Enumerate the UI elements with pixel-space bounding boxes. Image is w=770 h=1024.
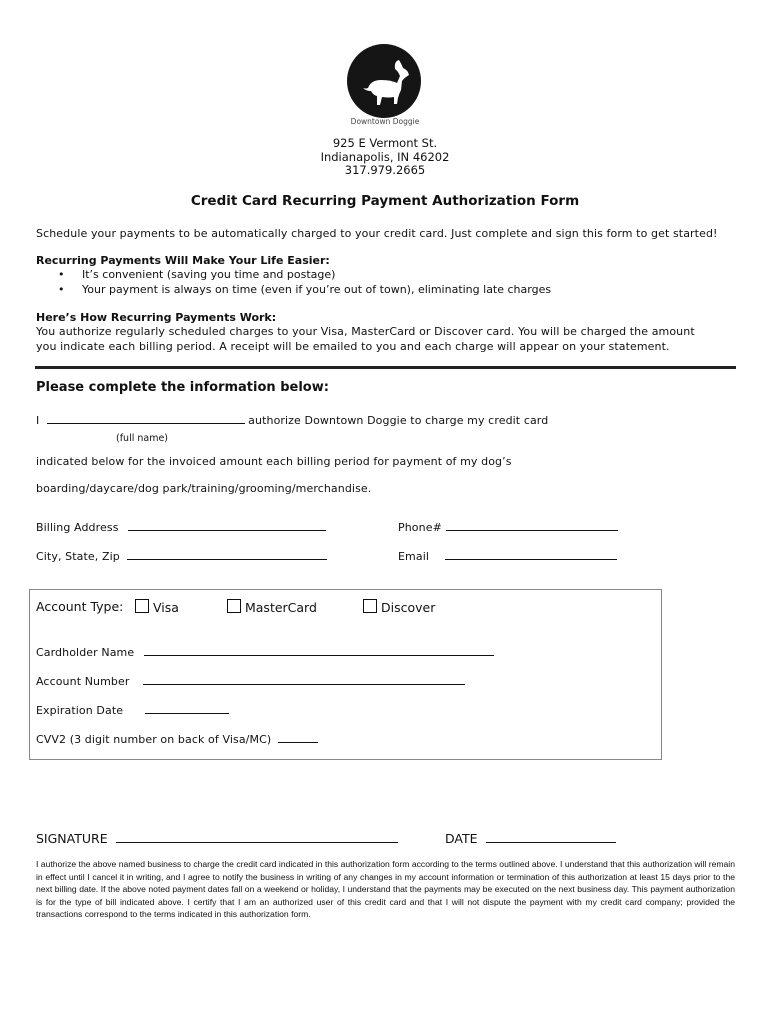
cardholder-row: Cardholder Name xyxy=(36,644,494,659)
cvv-field[interactable] xyxy=(278,731,318,743)
account-number-field[interactable] xyxy=(143,673,465,685)
mastercard-option[interactable]: MasterCard xyxy=(227,599,317,615)
date-row: DATE xyxy=(445,831,616,846)
visa-option[interactable]: Visa xyxy=(135,599,179,615)
mastercard-checkbox[interactable] xyxy=(227,599,241,613)
form-section-heading: Please complete the information below: xyxy=(36,380,329,395)
address-street: 925 E Vermont St. xyxy=(332,136,438,150)
form-title: Credit Card Recurring Payment Authorization Form xyxy=(190,193,580,209)
authorization-terms: I authorize the above named business to charge the credit card indicated in this authorization form according to the terms outlined above. I understand that this authorization will remain in effect until I cancel it in writing, and I agree to notify the business in writing of any changes in my account information or termination of this authorization at least 15 days prior to the next billing date. If the above noted payment dates fall on a weekend or holiday, I understand that the payments may be executed on the next business day. This payment authorization is for the type of bill indicated above. I certify that I am an authorized user of this credit card and that I will not dispute the payment with my credit card company; provided the transactions correspond to the terms indicated in this authorization form. xyxy=(36,859,735,920)
discover-option[interactable]: Discover xyxy=(363,599,435,615)
cardholder-name-field[interactable] xyxy=(144,644,494,656)
list-item: • Your payment is always on time (even if you’re out of town), eliminating late charges xyxy=(58,283,552,296)
date-field[interactable] xyxy=(486,831,616,843)
expiration-date-field[interactable] xyxy=(145,702,229,714)
full-name-field[interactable] xyxy=(47,412,245,424)
city-state-zip-field[interactable] xyxy=(127,548,327,560)
list-item: • It’s convenient (saving you time and postage) xyxy=(58,268,336,281)
phone-field[interactable] xyxy=(446,519,618,531)
signature-field[interactable] xyxy=(116,831,398,843)
intro-text: Schedule your payments to be automatically charged to your credit card. Just complete and sign this form to get started! xyxy=(36,227,718,240)
signature-row: SIGNATURE xyxy=(36,831,398,846)
email-row: Email xyxy=(398,548,617,563)
account-type-label: Account Type: xyxy=(36,599,124,614)
logo-wordmark: Downtown Doggie xyxy=(350,117,420,126)
address-city: Indianapolis, IN 46202 xyxy=(320,150,450,164)
how-text-line2: you indicate each billing period. A receipt will be emailed to you and each charge will appear on your statement. xyxy=(36,340,670,353)
visa-checkbox[interactable] xyxy=(135,599,149,613)
billing-address-field[interactable] xyxy=(128,519,326,531)
city-state-zip-row: City, State, Zip xyxy=(36,548,327,563)
address-phone: 317.979.2665 xyxy=(344,163,426,177)
section-divider xyxy=(35,366,736,369)
how-text-line1: You authorize regularly scheduled charges to your Visa, MasterCard or Discover card. You will be charged the amount xyxy=(36,325,695,338)
dog-icon xyxy=(347,44,421,118)
email-field[interactable] xyxy=(445,548,617,560)
account-number-row: Account Number xyxy=(36,673,465,688)
full-name-caption: (full name) xyxy=(116,433,169,444)
expiration-row: Expiration Date xyxy=(36,702,229,717)
authorization-line: I authorize Downtown Doggie to charge my credit card xyxy=(36,414,549,427)
discover-checkbox[interactable] xyxy=(363,599,377,613)
benefits-heading: Recurring Payments Will Make Your Life Easier: xyxy=(36,254,330,267)
downtown-doggie-logo xyxy=(347,44,421,118)
cvv-row: CVV2 (3 digit number on back of Visa/MC) xyxy=(36,731,318,746)
authorization-line-3: boarding/daycare/dog park/training/grooming/merchandise. xyxy=(36,482,372,495)
authorization-line-2: indicated below for the invoiced amount each billing period for payment of my dog’s xyxy=(36,455,512,468)
billing-address-row: Billing Address xyxy=(36,519,326,534)
phone-row: Phone# xyxy=(398,519,618,534)
how-heading: Here’s How Recurring Payments Work: xyxy=(36,311,277,324)
